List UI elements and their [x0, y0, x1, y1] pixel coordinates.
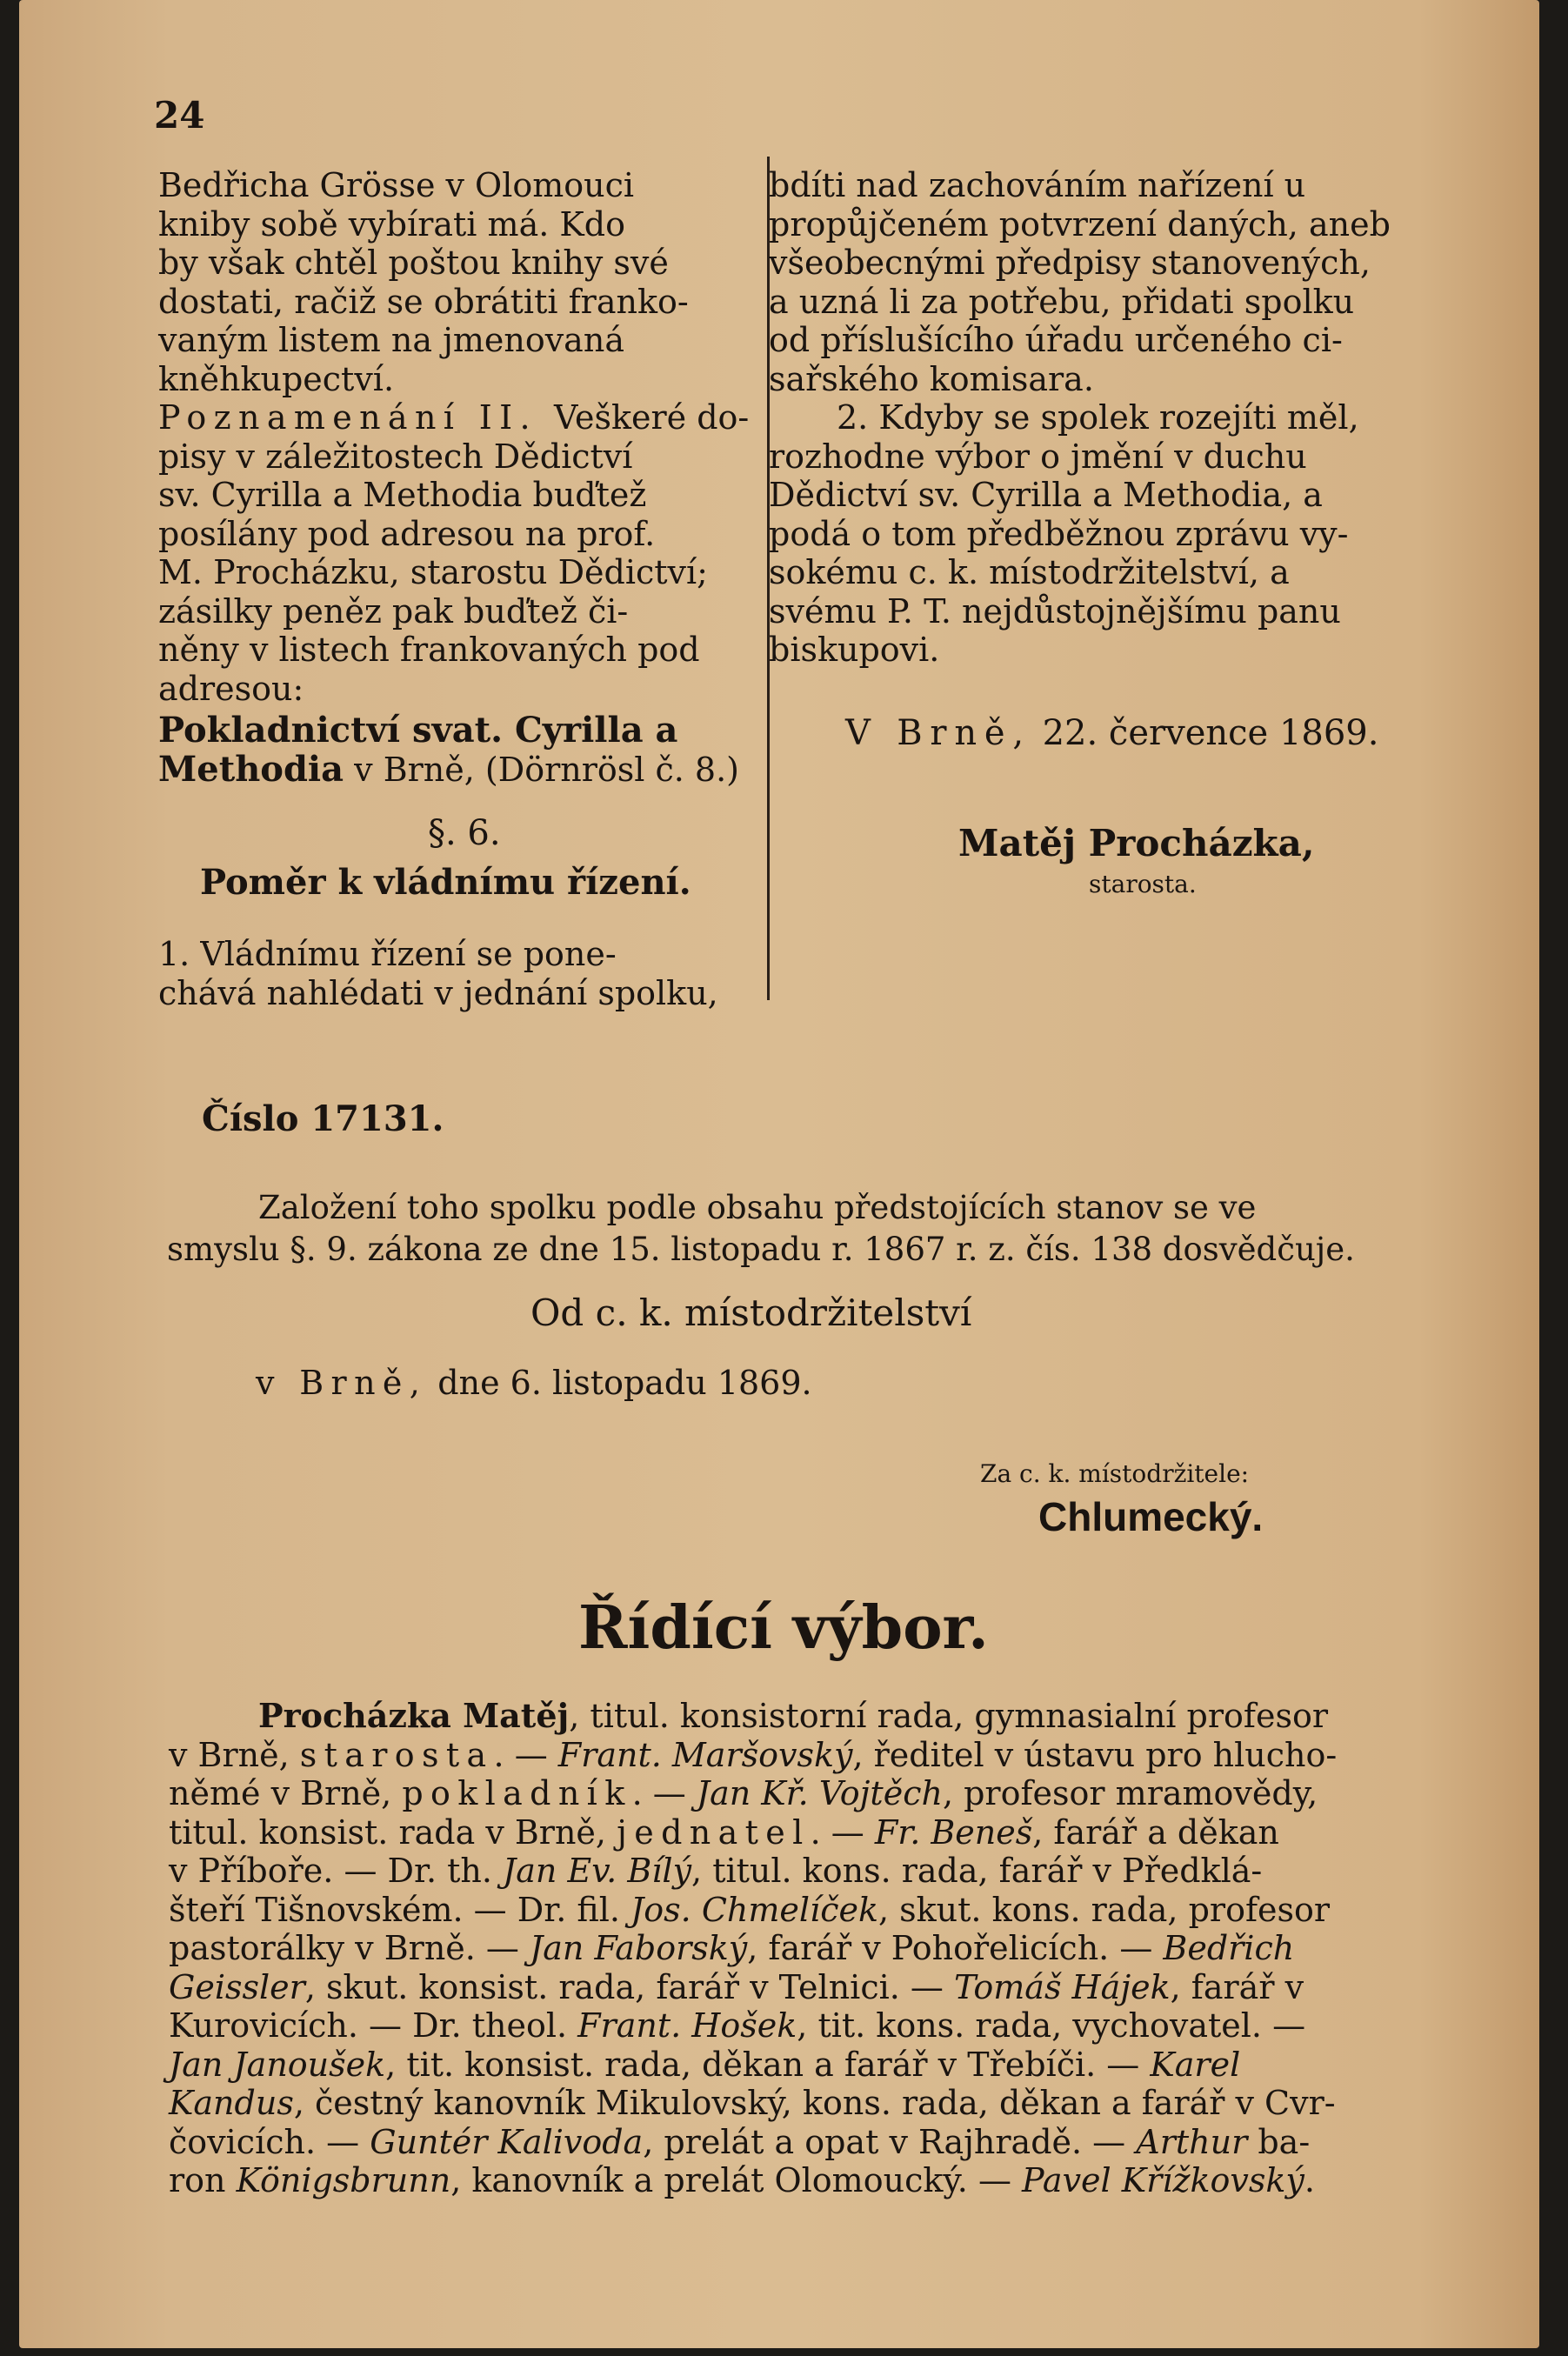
- cert-date: [256, 1361, 812, 1405]
- note-line: M. Procházku, starostu Dědictví;: [158, 553, 708, 591]
- right-line: všeobecnými předpisy stanovených,: [769, 244, 1371, 282]
- cert-date-rest: dne 6. listopadu 1869.: [437, 1364, 812, 1402]
- right-line: 2. Kdyby se spolek rozejíti měl,: [837, 398, 1359, 437]
- note-label-text: Poznamenání II.: [158, 398, 537, 437]
- committee-line: [169, 1926, 1294, 1970]
- committee-segment: , prelát a opat v Rajhradě. —: [643, 2122, 1137, 2161]
- committee-segment: . —: [493, 1735, 558, 1774]
- page-number: 24: [154, 94, 205, 137]
- committee-line: [169, 2159, 1315, 2202]
- committee-segment: Bedřich: [1163, 1929, 1295, 1967]
- committee-line: [169, 1888, 1330, 1932]
- committee-line: [169, 2120, 1310, 2164]
- right-line: sokému c. k. místodržitelství, a: [769, 553, 1290, 591]
- left-line: kněhkupectví.: [158, 359, 395, 398]
- committee-segment: , ředitel v ústavu pro hlucho-: [852, 1735, 1338, 1774]
- committee-line: [169, 1733, 1337, 1777]
- note-line: něny v listech frankovaných pod: [158, 631, 700, 669]
- committee-line: [169, 1966, 1304, 2009]
- signature-title: starosta.: [1089, 870, 1197, 898]
- committee-line: [169, 1849, 1262, 1892]
- committee-segment: Kandus: [169, 2084, 294, 2122]
- committee-segment: Guntér Kalivoda: [370, 2122, 644, 2161]
- committee-segment: v Příboře. — Dr. th.: [169, 1852, 504, 1890]
- right-line: biskupovi.: [769, 631, 940, 669]
- section-title: Poměr k vládnímu řízení.: [200, 862, 691, 903]
- committee-segment: , farář a děkan: [1032, 1812, 1279, 1852]
- right-line: propůjčeném potvrzení daných, aneb: [769, 204, 1391, 244]
- committee-line: [169, 2081, 1336, 2125]
- note-line: posílány pod adresou na prof.: [158, 514, 656, 553]
- right-line: Dědictví sv. Cyrilla a Methodia, a: [769, 476, 1323, 514]
- cert-line-1: Založení toho spolku podle obsahu předstojících stanov se ve: [258, 1189, 1257, 1226]
- for-governor-label: Za c. k. místodržitele:: [980, 1459, 1250, 1488]
- committee-segment: , skut. kons. rada, profesor: [878, 1890, 1331, 1929]
- signer-name: Chlumecký.: [1038, 1494, 1264, 1539]
- committee-segment: Arthur: [1136, 2122, 1248, 2161]
- committee-segment: , titul. kons. rada, farář v Předklá-: [691, 1852, 1263, 1890]
- left-line: Bedřicha Grösse v Olomouci: [158, 166, 635, 204]
- committee-segment: , tit. kons. rada, vychovatel. —: [797, 2006, 1306, 2045]
- right-line: bdíti nad zachováním nařízení u: [769, 166, 1306, 204]
- address-methodia: Methodia: [158, 749, 344, 790]
- committee-segment: šteří Tišnovském. — Dr. fil.: [169, 1890, 631, 1929]
- committee-segment: .: [1304, 2161, 1315, 2199]
- committee-line: [258, 1694, 1328, 1738]
- committee-line: [169, 1772, 1318, 1815]
- committee-segment: , farář v: [1170, 1967, 1304, 2006]
- committee-segment: starosta: [299, 1735, 494, 1774]
- committee-segment: pokladník: [402, 1774, 632, 1812]
- note-line: sv. Cyrilla a Methodia buďtež: [158, 476, 647, 514]
- date-text: 22. července 1869.: [1042, 713, 1379, 753]
- committee-segment: Tomáš Hájek: [954, 1967, 1171, 2006]
- note-line: pisy v záležitostech Dědictví: [158, 437, 633, 476]
- committee-segment: pastorálky v Brně. —: [169, 1929, 530, 1967]
- committee-segment: . —: [631, 1774, 697, 1812]
- committee-segment: , profesor mramovědy,: [942, 1774, 1318, 1812]
- committee-segment: Jan Faborský: [530, 1929, 748, 1967]
- committee-segment: Jan Kř. Vojtěch: [696, 1774, 943, 1812]
- committee-segment: titul. konsist. rada v Brně,: [169, 1812, 617, 1852]
- cert-date-place: v Brně,: [256, 1364, 428, 1402]
- issuing-authority: Od c. k. místodržitelství: [530, 1291, 972, 1334]
- note-label: [158, 396, 537, 439]
- right-line: a uzná li za potřebu, přidati spolku: [769, 282, 1355, 321]
- committee-segment: Pavel Křížkovský: [1022, 2161, 1304, 2199]
- note-line: Veškeré do-: [554, 398, 750, 437]
- committee-line: [169, 2043, 1240, 2086]
- committee-segment: Kurovicích. — Dr. theol.: [169, 2006, 578, 2045]
- book-page: [19, 0, 1539, 2348]
- committee-segment: Frant. Hošek: [577, 2006, 797, 2045]
- right-line: rozhodne výbor o jmění v duchu: [769, 437, 1307, 476]
- note-line: zásilky peněz pak buďtež či-: [158, 591, 629, 631]
- committee-heading: Řídící výbor.: [578, 1593, 989, 1663]
- committee-segment: jednatel: [617, 1812, 811, 1852]
- committee-segment: ron: [169, 2161, 237, 2199]
- address-line-2: [158, 748, 739, 791]
- para-line: chává nahlédati v jednání spolku,: [158, 973, 718, 1012]
- committee-segment: , skut. konsist. rada, farář v Telnici. —: [304, 1967, 954, 2006]
- committee-segment: Jan Ev. Bílý: [503, 1852, 692, 1890]
- committee-segment: ba-: [1247, 2122, 1311, 2161]
- left-line: by však chtěl poštou knihy své: [158, 244, 669, 282]
- para-line: 1. Vládnímu řízení se pone-: [158, 935, 617, 973]
- section-number: §. 6.: [428, 813, 501, 853]
- right-line: od příslušícího úřadu určeného ci-: [769, 321, 1343, 359]
- committee-segment: , titul. konsistorní rada, gymnasialní profesor: [569, 1697, 1329, 1735]
- committee-segment: Jan Janoušek: [169, 2045, 386, 2084]
- right-line: svému P. T. nejdůstojnějšímu panu: [769, 591, 1341, 631]
- right-line: sařského komisara.: [769, 359, 1094, 398]
- committee-segment: . —: [810, 1812, 875, 1852]
- committee-segment: Jos. Chmelíček: [631, 1890, 878, 1929]
- committee-segment: Fr. Beneš: [874, 1812, 1033, 1852]
- cert-line-2: smyslu §. 9. zákona ze dne 15. listopadu r. 1867 r. z. čís. 138 dosvědčuje.: [167, 1231, 1355, 1268]
- left-line: dostati, račiž se obrátiti franko-: [158, 282, 689, 321]
- committee-segment: Frant. Maršovský: [557, 1735, 853, 1774]
- right-line: podá o tom předběžnou zprávu vy-: [769, 514, 1349, 553]
- committee-segment: čovicích. —: [169, 2122, 370, 2161]
- committee-segment: Karel: [1150, 2045, 1241, 2084]
- address-line-1: Pokladnictví svat. Cyrilla a: [158, 710, 678, 751]
- committee-segment: Procházka Matěj: [258, 1696, 570, 1735]
- committee-segment: , tit. konsist. rada, děkan a farář v Třebíči. —: [385, 2045, 1151, 2084]
- note-line: adresou:: [158, 669, 304, 708]
- committee-segment: němé v Brně,: [169, 1774, 403, 1812]
- committee-segment: , čestný kanovník Mikulovský, kons. rada, děkan a farář v Cvr-: [293, 2084, 1336, 2122]
- committee-line: [169, 1811, 1279, 1854]
- committee-line: [169, 2004, 1305, 2047]
- committee-segment: v Brně,: [169, 1735, 300, 1774]
- committee-segment: , farář v Pohořelicích. —: [747, 1929, 1164, 1967]
- address-rest: v Brně, (Dörnrösl č. 8.): [354, 751, 740, 789]
- place-date: [845, 711, 1378, 755]
- left-line: kniby sobě vybírati má. Kdo: [158, 204, 625, 244]
- document-number: Číslo 17131.: [202, 1098, 444, 1139]
- left-line: vaným listem na jmenovaná: [158, 321, 624, 359]
- committee-segment: Geissler: [169, 1967, 305, 2006]
- place-word: V Brně,: [845, 713, 1031, 753]
- committee-segment: , kanovník a prelát Olomoucký. —: [450, 2161, 1023, 2199]
- signature-name: Matěj Procházka,: [958, 822, 1315, 864]
- committee-segment: Königsbrunn: [236, 2161, 451, 2199]
